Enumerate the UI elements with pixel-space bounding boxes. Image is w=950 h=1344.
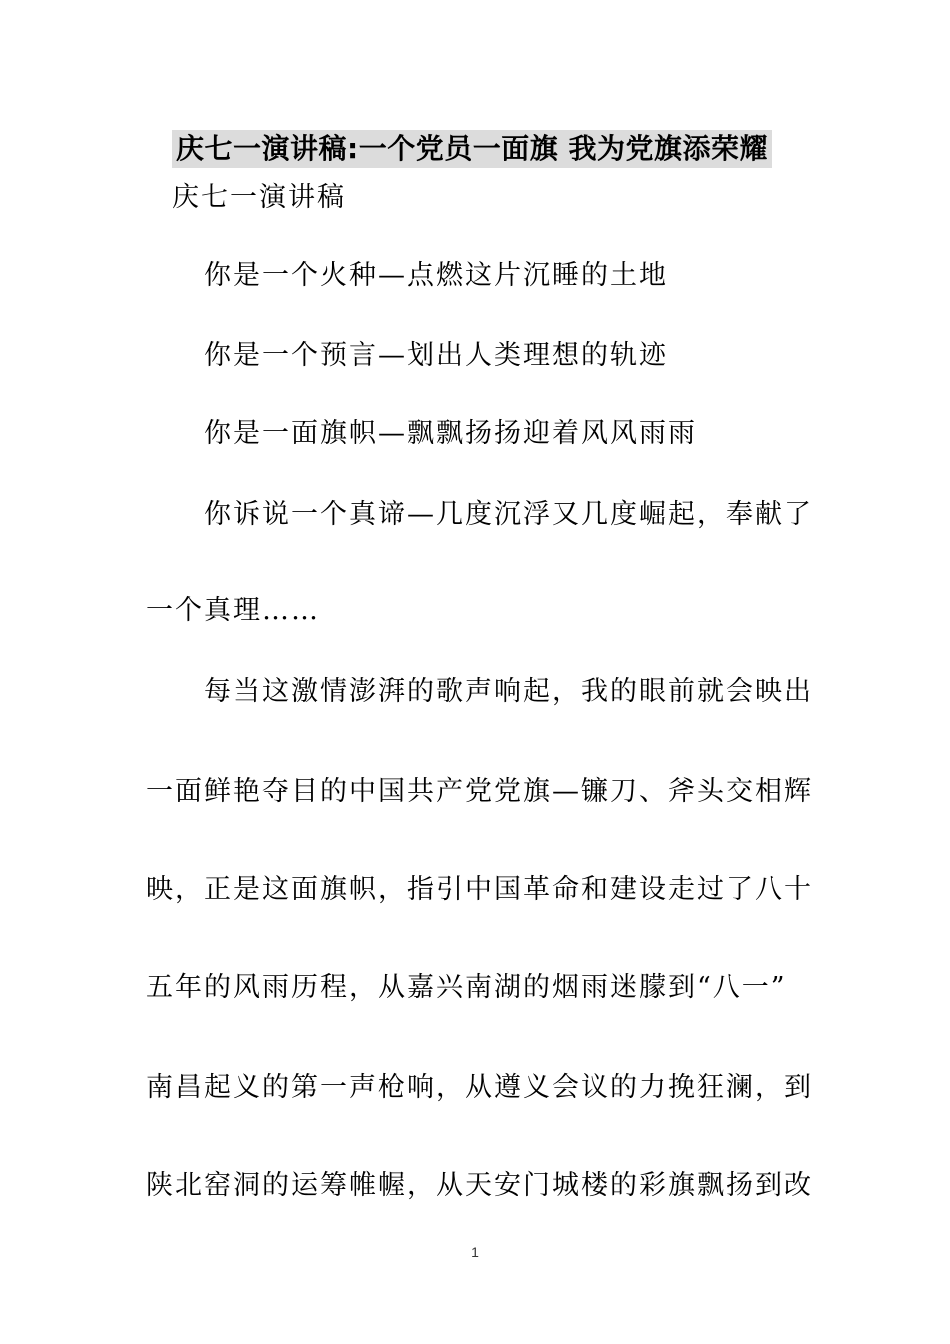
body-line: 五年的风雨历程，从嘉兴南湖的烟雨迷朦到“八一” [146,972,787,1003]
body-line: 你是一个预言—划出人类理想的轨迹 [204,340,668,371]
body-line: 你是一个火种—点燃这片沉睡的土地 [204,260,668,291]
body-line: 南昌起义的第一声枪响，从遵义会议的力挽狂澜，到 [146,1072,813,1103]
body-line: 你是一面旗帜—飘飘扬扬迎着风风雨雨 [204,418,697,449]
body-line: 一个真理…… [146,595,320,626]
body-line: 陕北窑洞的运筹帷幄，从天安门城楼的彩旗飘扬到改 [146,1170,813,1201]
body-line: 每当这激情澎湃的歌声响起，我的眼前就会映出 [204,676,813,707]
document-title: 庆七一演讲稿:一个党员一面旗 我为党旗添荣耀 [172,130,772,168]
body-line: 映，正是这面旗帜，指引中国革命和建设走过了八十 [146,874,813,905]
page-number: 1 [471,1244,479,1260]
document-subtitle: 庆七一演讲稿 [172,182,346,213]
body-line: 一面鲜艳夺目的中国共产党党旗—镰刀、斧头交相辉 [146,776,813,807]
body-line: 你诉说一个真谛—几度沉浮又几度崛起，奉献了 [204,499,813,530]
